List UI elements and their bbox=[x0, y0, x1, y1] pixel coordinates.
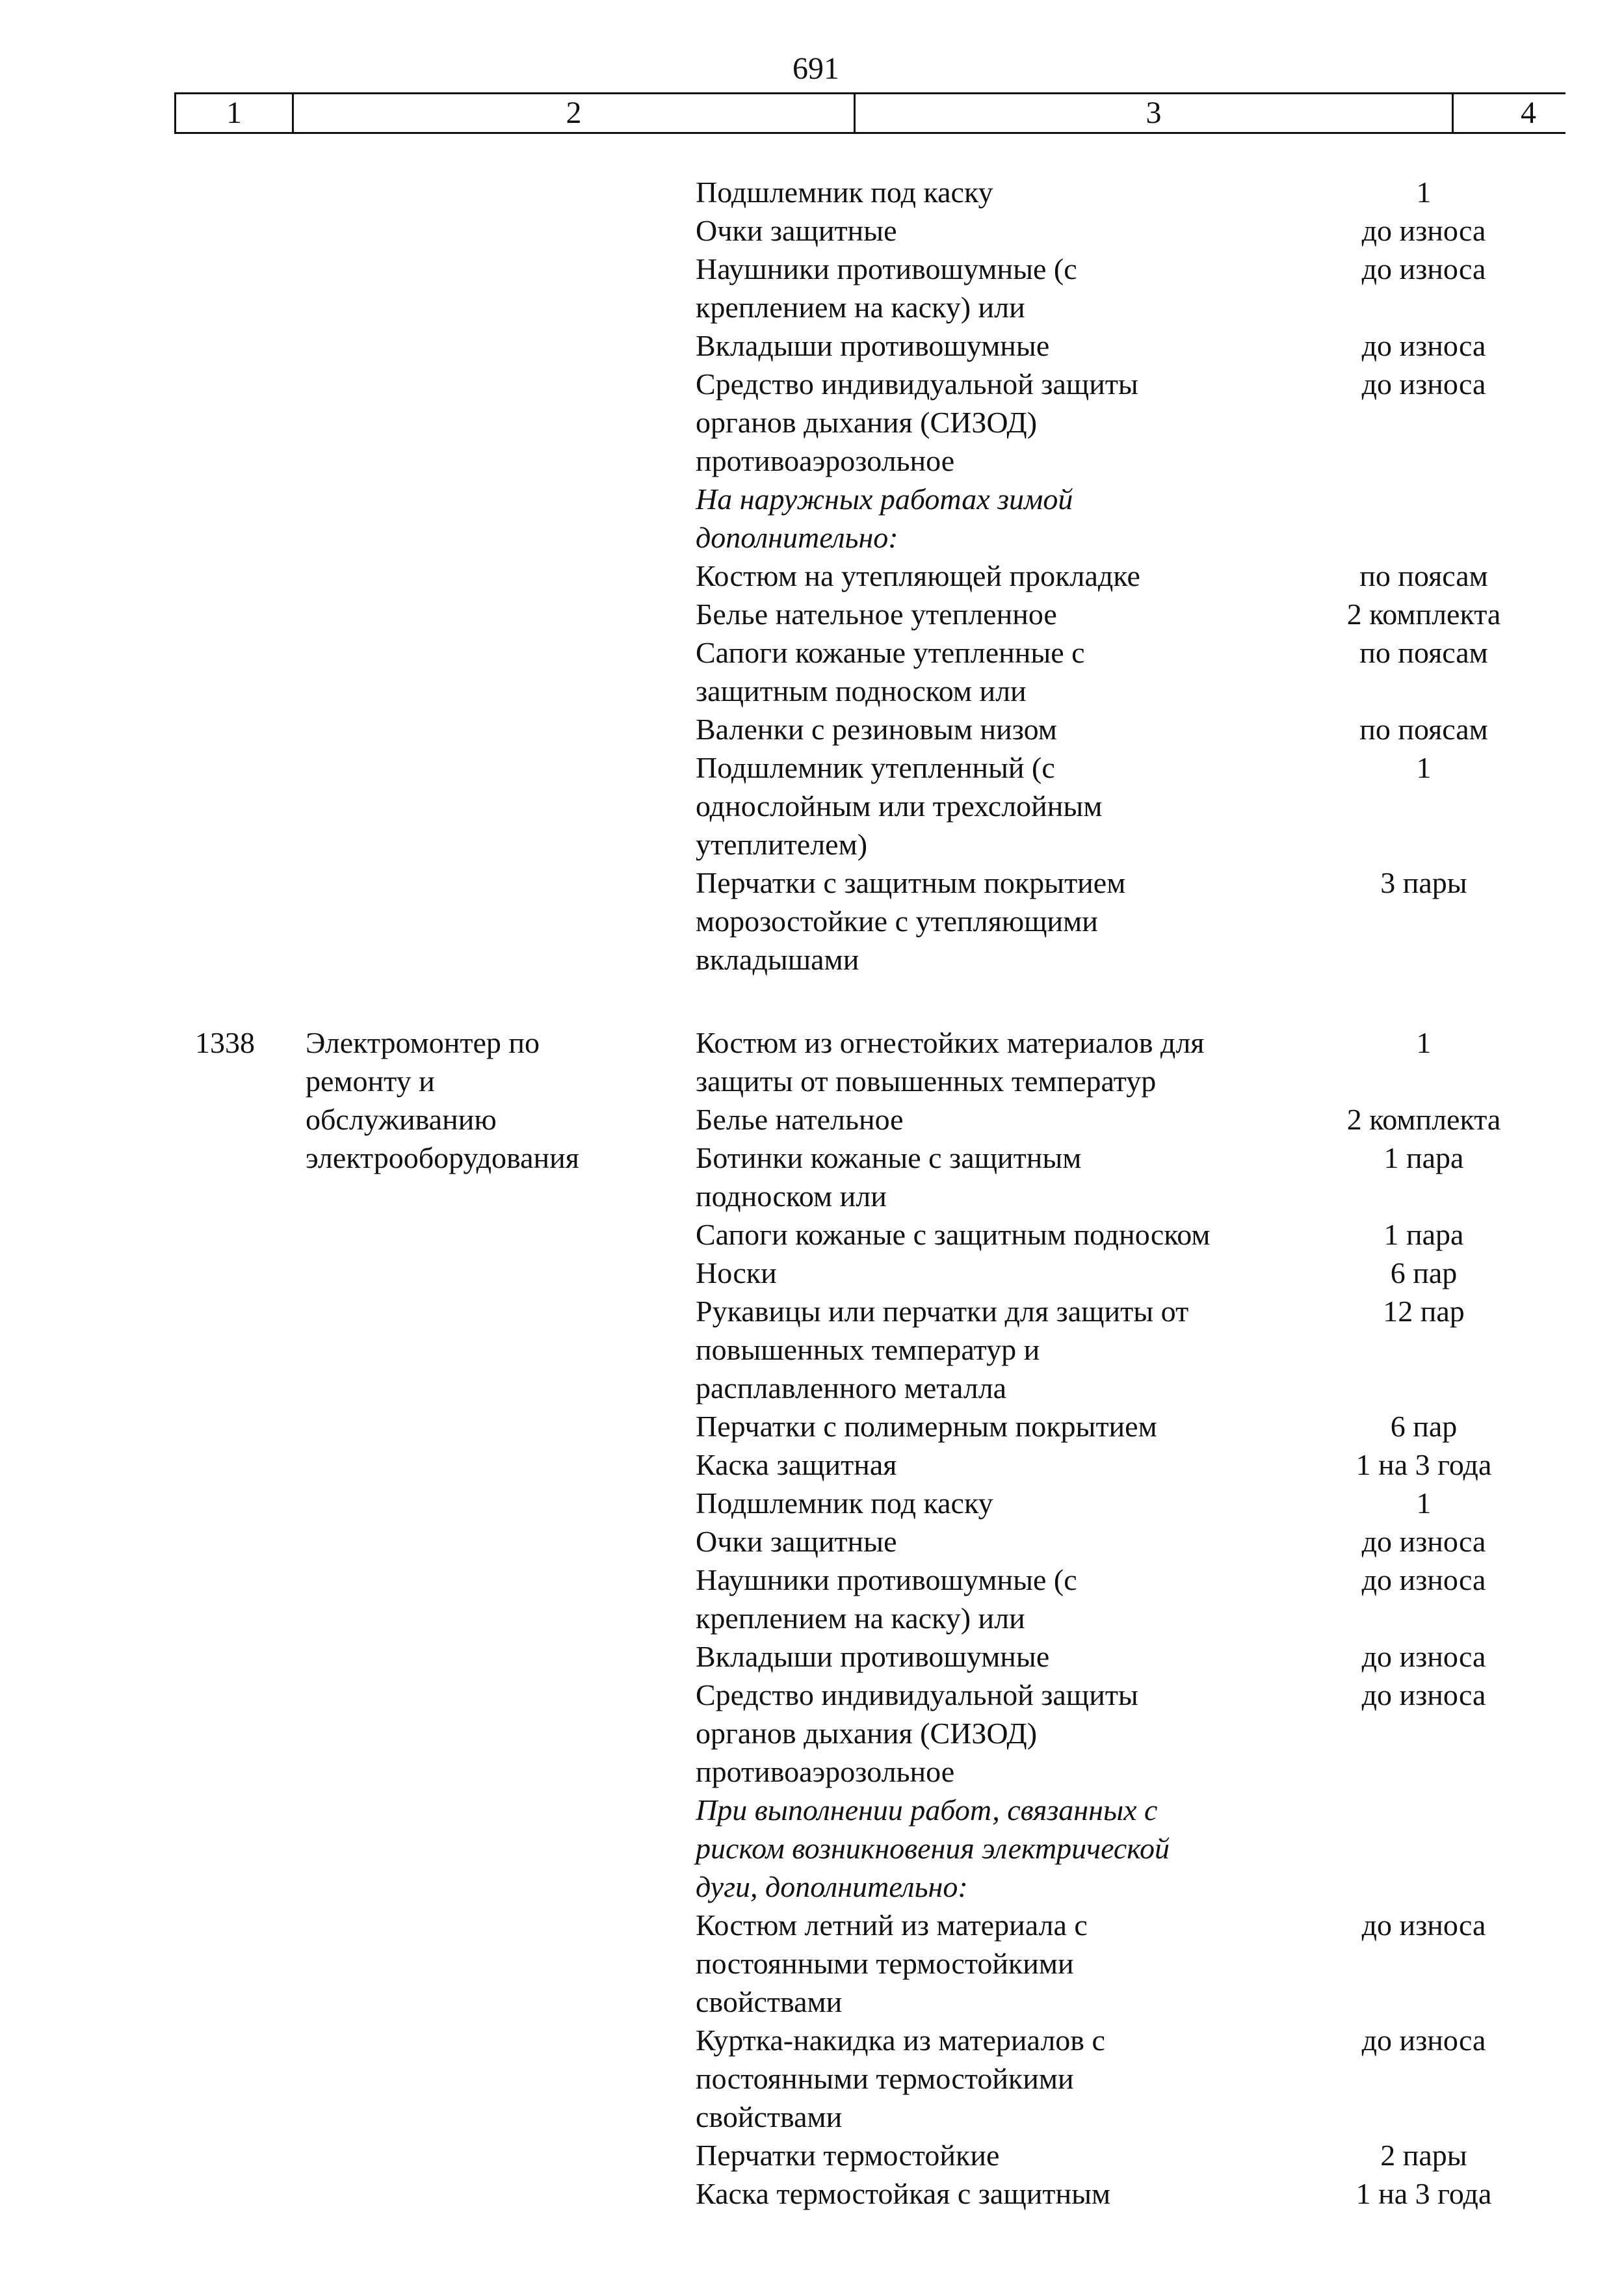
ppe-item-line: однослойным или трехслойным bbox=[696, 789, 1103, 823]
ppe-item-name bbox=[696, 1906, 1294, 2021]
issue-norm: 1 bbox=[1416, 1026, 1432, 1059]
ppe-item-line: Валенки с резиновым низом bbox=[696, 713, 1057, 746]
ppe-item-name bbox=[696, 1676, 1294, 1791]
ppe-item-name bbox=[696, 557, 1294, 595]
condition-note bbox=[696, 1791, 1294, 1906]
ppe-item-name bbox=[696, 633, 1294, 710]
ppe-item-name bbox=[696, 365, 1294, 480]
issue-norm: по поясам bbox=[1359, 559, 1488, 592]
ppe-item-line: креплением на каску) или bbox=[696, 1602, 1025, 1635]
ppe-item-name bbox=[696, 211, 1294, 250]
ppe-item-name bbox=[696, 1484, 1294, 1522]
ppe-item-line: Белье нательное утепленное bbox=[696, 598, 1057, 631]
issue-norm: до износа bbox=[1361, 329, 1486, 362]
issue-norm: до износа bbox=[1361, 367, 1486, 401]
ppe-item-line: расплавленного металла bbox=[696, 1371, 1007, 1405]
ppe-item-name bbox=[696, 710, 1294, 748]
page-number: 691 bbox=[792, 51, 839, 86]
ppe-item-line: постоянными термостойкими bbox=[696, 1947, 1074, 1980]
ppe-item-line: Каска термостойкая с защитным bbox=[696, 2177, 1111, 2210]
condition-note-line: При выполнении работ, связанных с bbox=[696, 1793, 1158, 1827]
ppe-item-name bbox=[696, 1023, 1294, 1100]
condition-note bbox=[696, 480, 1294, 557]
ppe-item-name bbox=[696, 250, 1294, 326]
condition-note-line: риском возникновения электрической bbox=[696, 1832, 1170, 1865]
ppe-item-line: защиты от повышенных температур bbox=[696, 1064, 1157, 1098]
ppe-item-name bbox=[696, 2021, 1294, 2136]
issue-norm: 1 bbox=[1416, 751, 1432, 784]
ppe-item-name bbox=[696, 1292, 1294, 1407]
ppe-item-line: повышенных температур и bbox=[696, 1333, 1040, 1366]
column-header-3: 3 bbox=[856, 94, 1454, 132]
ppe-item-name bbox=[696, 1445, 1294, 1484]
ppe-item-name bbox=[696, 1407, 1294, 1445]
ppe-item-line: Костюм летний из материала с bbox=[696, 1908, 1088, 1942]
column-header-2: 2 bbox=[294, 94, 856, 132]
issue-norm: 6 пар bbox=[1390, 1410, 1458, 1443]
issue-norm: 1 bbox=[1416, 1486, 1432, 1520]
issue-norm: 2 комплекта bbox=[1346, 598, 1501, 631]
ppe-item-line: Костюм из огнестойких материалов для bbox=[696, 1026, 1205, 1059]
column-header-row bbox=[174, 92, 1565, 134]
issue-norm: 2 пары bbox=[1380, 2139, 1467, 2172]
issue-norm: до износа bbox=[1361, 1563, 1486, 1596]
issue-norm: 1 пара bbox=[1383, 1141, 1464, 1174]
issue-norm: до износа bbox=[1361, 2024, 1486, 2057]
condition-note-line: дуги, дополнительно: bbox=[696, 1870, 968, 1903]
issue-norm: до износа bbox=[1361, 1525, 1486, 1558]
issue-norm: 6 пар bbox=[1390, 1256, 1458, 1289]
condition-note-line: дополнительно: bbox=[696, 521, 898, 554]
ppe-item-line: Подшлемник под каску bbox=[696, 176, 993, 209]
ppe-item-name bbox=[696, 1100, 1294, 1139]
column-header-1: 1 bbox=[174, 94, 294, 132]
ppe-item-line: противоаэрозольное bbox=[696, 1755, 955, 1788]
entry-number: 1338 bbox=[195, 1026, 255, 1059]
issue-norm: 1 на 3 года bbox=[1356, 1448, 1492, 1481]
ppe-item-line: морозостойкие с утепляющими bbox=[696, 904, 1098, 938]
ppe-item-name bbox=[696, 173, 1294, 211]
ppe-item-name bbox=[696, 1522, 1294, 1561]
issue-norm: до износа bbox=[1361, 1678, 1486, 1711]
ppe-item-line: Рукавицы или перчатки для защиты от bbox=[696, 1295, 1189, 1328]
ppe-item-line: Куртка-накидка из материалов с bbox=[696, 2024, 1105, 2057]
ppe-item-name bbox=[696, 748, 1294, 864]
condition-note-line: На наружных работах зимой bbox=[696, 482, 1073, 516]
ppe-item-line: подноском или bbox=[696, 1180, 887, 1213]
ppe-item-line: защитным подноском или bbox=[696, 674, 1027, 707]
ppe-item-line: Наушники противошумные (с bbox=[696, 252, 1077, 285]
ppe-item-line: Белье нательное bbox=[696, 1103, 904, 1136]
ppe-item-name bbox=[696, 1215, 1294, 1254]
ppe-item-name bbox=[696, 595, 1294, 633]
ppe-item-line: Перчатки с полимерным покрытием bbox=[696, 1410, 1157, 1443]
ppe-item-name bbox=[696, 326, 1294, 365]
profession-name bbox=[306, 1023, 670, 1177]
ppe-item-line: Костюм на утепляющей прокладке bbox=[696, 559, 1140, 592]
ppe-item-line: Вкладыши противошумные bbox=[696, 329, 1050, 362]
ppe-item-line: креплением на каску) или bbox=[696, 291, 1025, 324]
issue-norm: по поясам bbox=[1359, 636, 1488, 669]
ppe-item-name bbox=[696, 2136, 1294, 2174]
ppe-item-line: Вкладыши противошумные bbox=[696, 1640, 1050, 1673]
ppe-item-line: Ботинки кожаные с защитным bbox=[696, 1141, 1082, 1174]
profession-line: обслуживанию bbox=[306, 1103, 497, 1136]
issue-norm: до износа bbox=[1361, 252, 1486, 285]
ppe-item-line: Средство индивидуальной защиты bbox=[696, 1678, 1138, 1711]
issue-norm: до износа bbox=[1361, 214, 1486, 247]
profession-line: Электромонтер по bbox=[306, 1026, 540, 1059]
ppe-item-name bbox=[696, 1139, 1294, 1215]
profession-line: ремонту и bbox=[306, 1064, 435, 1098]
ppe-item-line: Наушники противошумные (с bbox=[696, 1563, 1077, 1596]
profession-line: электрооборудования bbox=[306, 1141, 579, 1174]
issue-norm: 3 пары bbox=[1380, 866, 1467, 899]
ppe-item-line: Очки защитные bbox=[696, 214, 897, 247]
ppe-item-name bbox=[696, 1254, 1294, 1292]
issue-norm: 1 пара bbox=[1383, 1218, 1464, 1251]
issue-norm: до износа bbox=[1361, 1640, 1486, 1673]
ppe-item-name bbox=[696, 864, 1294, 979]
column-header-4: 4 bbox=[1521, 96, 1536, 130]
ppe-item-line: Сапоги кожаные с защитным подноском bbox=[696, 1218, 1211, 1251]
issue-norm: по поясам bbox=[1359, 713, 1488, 746]
ppe-item-name bbox=[696, 2174, 1294, 2213]
ppe-item-line: свойствами bbox=[696, 1985, 843, 2018]
ppe-item-line: Каска защитная bbox=[696, 1448, 897, 1481]
ppe-item-line: постоянными термостойкими bbox=[696, 2062, 1074, 2095]
ppe-item-line: Перчатки с защитным покрытием bbox=[696, 866, 1126, 899]
issue-norm: 1 на 3 года bbox=[1356, 2177, 1492, 2210]
ppe-item-line: Носки bbox=[696, 1256, 777, 1289]
issue-norm: 1 bbox=[1416, 176, 1432, 209]
ppe-item-name bbox=[696, 1637, 1294, 1676]
ppe-item-line: противоаэрозольное bbox=[696, 444, 955, 477]
ppe-item-line: Очки защитные bbox=[696, 1525, 897, 1558]
ppe-item-line: Подшлемник под каску bbox=[696, 1486, 993, 1520]
issue-norm: 2 комплекта bbox=[1346, 1103, 1501, 1136]
ppe-item-line: утеплителем) bbox=[696, 828, 868, 861]
issue-norm: до износа bbox=[1361, 1908, 1486, 1942]
ppe-item-line: органов дыхания (СИЗОД) bbox=[696, 1717, 1038, 1750]
ppe-item-line: Перчатки термостойкие bbox=[696, 2139, 1000, 2172]
ppe-item-line: вкладышами bbox=[696, 943, 859, 976]
ppe-item-line: Сапоги кожаные утепленные с bbox=[696, 636, 1085, 669]
ppe-item-line: органов дыхания (СИЗОД) bbox=[696, 406, 1038, 439]
ppe-item-line: свойствами bbox=[696, 2100, 843, 2133]
issue-norm: 12 пар bbox=[1383, 1295, 1465, 1328]
ppe-item-line: Средство индивидуальной защиты bbox=[696, 367, 1138, 401]
ppe-item-line: Подшлемник утепленный (с bbox=[696, 751, 1055, 784]
ppe-item-name bbox=[696, 1561, 1294, 1637]
